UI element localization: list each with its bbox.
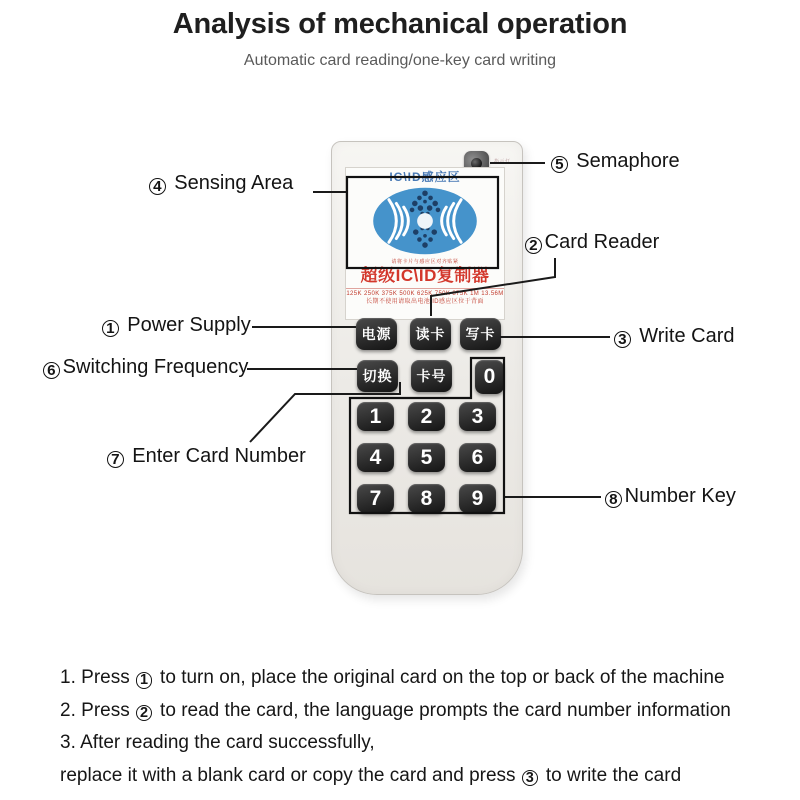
read-card-key: 读卡: [410, 318, 451, 350]
write-card-key: 写卡: [460, 318, 501, 350]
callout-semaphore: 5 Semaphore: [550, 150, 680, 173]
callout-card-reader: 2 Card Reader: [524, 231, 659, 254]
key-2: 2: [408, 402, 445, 431]
sticker-notice: 请将卡片与感应区对齐贴紧: [391, 259, 459, 265]
signal-waves-icon: [369, 184, 481, 258]
instructions-list: [60, 662, 765, 792]
sticker-product-name: 超级IC\ID复制器: [360, 266, 490, 285]
instruction-step-1: 1. Press 1 to turn on, place the original card on the top or back of the machine: [60, 667, 725, 689]
callout-sensing-area: 4 Sensing Area: [148, 172, 293, 195]
key-1: 1: [357, 402, 394, 431]
callout-power-supply: 1 Power Supply: [101, 314, 251, 337]
key-9: 9: [459, 484, 496, 513]
key-5: 5: [408, 443, 445, 472]
page-subtitle: Automatic card reading/one-key card writing: [243, 52, 557, 69]
instruction-step-3-continued: replace it with a blank card or copy the card and press 3 to write the card: [60, 764, 682, 786]
callout-switching-frequency: 6 Switching Frequency: [42, 356, 248, 379]
instruction-step-3: 3. After reading the card successfully,: [60, 732, 375, 753]
callout-write-card: 3 Write Card: [613, 325, 735, 348]
key-0: 0: [475, 360, 504, 394]
page-title: Analysis of mechanical operation: [172, 8, 628, 40]
card-number-key: 卡号: [411, 360, 452, 392]
led-label: 指示灯: [494, 159, 511, 165]
sticker-note: 长期不使用请取出电池 ID感应区位于背面: [366, 299, 484, 305]
sticker-header: IC\ID感应区: [389, 170, 461, 184]
key-3: 3: [459, 402, 496, 431]
sticker-frequencies: 125K 250K 375K 500K 625K 750K 875K 1M 13.56M: [346, 288, 503, 298]
instruction-step-2: 2. Press 2 to read the card, the language prompts the card number information: [60, 699, 731, 721]
sensing-area-sticker: [345, 167, 505, 320]
power-key: 电源: [356, 318, 397, 350]
callout-number-key: 8 Number Key: [604, 485, 736, 508]
card-copier-device: [331, 141, 523, 595]
key-7: 7: [357, 484, 394, 513]
key-4: 4: [357, 443, 394, 472]
switch-key: 切换: [357, 360, 398, 392]
callout-enter-card-number: 7 Enter Card Number: [106, 445, 306, 468]
key-6: 6: [459, 443, 496, 472]
key-8: 8: [408, 484, 445, 513]
